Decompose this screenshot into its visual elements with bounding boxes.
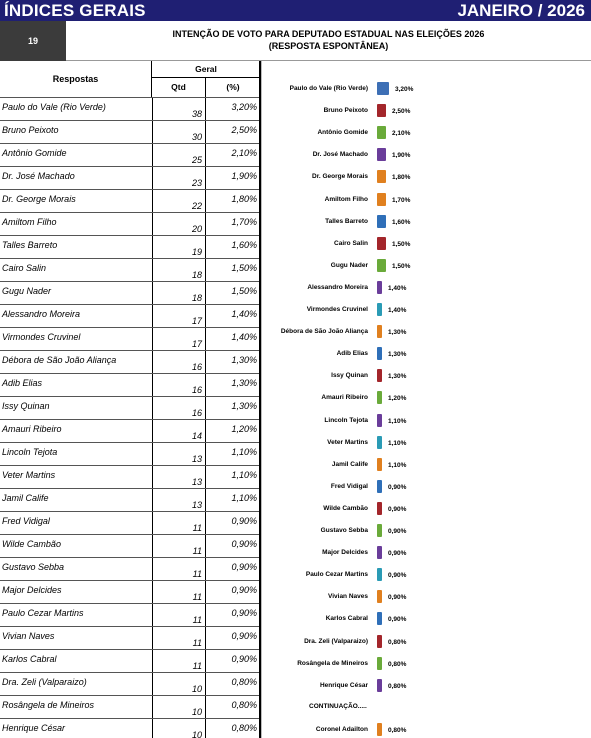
pct-cell: 0,90% xyxy=(231,516,257,526)
bar-value-label: 0,90% xyxy=(388,550,407,558)
bar xyxy=(377,590,382,603)
pct-cell: 1,40% xyxy=(231,332,257,342)
table-row xyxy=(0,488,261,511)
pct-cell: 0,90% xyxy=(231,539,257,549)
bar-value-label: 0,90% xyxy=(388,616,407,624)
bar xyxy=(377,657,382,670)
column-header-respostas: Respostas xyxy=(0,61,152,97)
qtd-cell: 16 xyxy=(152,351,206,373)
bar-value-label: 0,80% xyxy=(388,726,407,734)
pct-cell: 0,80% xyxy=(231,677,257,687)
table-row xyxy=(0,649,261,672)
pct-cell: 1,80% xyxy=(231,194,257,204)
table-row xyxy=(0,143,261,166)
respondent-name: Adib Elias xyxy=(2,378,43,388)
qtd-cell: 19 xyxy=(152,236,206,258)
table-row xyxy=(0,327,261,350)
bar xyxy=(377,126,386,139)
bar xyxy=(377,524,382,537)
bar-value-label: 1,30% xyxy=(388,329,407,337)
bar-chart xyxy=(261,61,591,738)
respondent-name: Issy Quinan xyxy=(2,401,50,411)
respondent-name: Vivian Naves xyxy=(2,631,55,641)
qtd-cell: 10 xyxy=(152,696,206,718)
bar xyxy=(377,82,389,95)
respondent-name: Alessandro Moreira xyxy=(2,309,81,319)
bar xyxy=(377,502,382,515)
pct-cell: 2,10% xyxy=(231,148,257,158)
bar-label: Amiltom Filho xyxy=(324,195,368,203)
bar-value-label: 0,90% xyxy=(388,483,407,491)
pct-cell: 1,40% xyxy=(231,309,257,319)
qtd-cell: 11 xyxy=(152,535,206,557)
column-header-qtd: Qtd xyxy=(152,78,206,97)
table-row xyxy=(0,396,261,419)
respondent-name: Paulo Cezar Martins xyxy=(2,608,84,618)
bar-value-label: 0,80% xyxy=(388,638,407,646)
table-row xyxy=(0,258,261,281)
bar-label: Virmondes Cruvinel xyxy=(306,306,368,313)
table-row xyxy=(0,97,261,120)
respondent-name: Major Delcides xyxy=(2,585,62,595)
bar-value-label: 3,20% xyxy=(395,86,414,93)
bar-label: Bruno Peixoto xyxy=(323,107,368,115)
bar xyxy=(377,369,382,382)
bar-value-label: 0,80% xyxy=(388,660,407,668)
table-row xyxy=(0,534,261,557)
bar-label: Major Delcides xyxy=(322,549,368,557)
pct-cell: 0,80% xyxy=(231,700,257,710)
pct-cell: 1,90% xyxy=(231,171,257,181)
bar-value-label: 0,90% xyxy=(388,505,407,513)
respondent-name: Veter Martins xyxy=(2,470,56,480)
pct-cell: 0,90% xyxy=(231,585,257,595)
bar xyxy=(377,391,382,404)
bar xyxy=(377,347,382,360)
respondent-name: Amauri Ribeiro xyxy=(2,424,62,434)
bar-label: Veter Martins xyxy=(327,438,368,446)
bar-label: Antônio Gomide xyxy=(317,129,368,137)
table-row xyxy=(0,120,261,143)
qtd-cell: 16 xyxy=(152,374,206,396)
bar-label: Vivian Naves xyxy=(328,593,368,601)
qtd-cell: 30 xyxy=(152,121,206,143)
table-row xyxy=(0,281,261,304)
pct-cell: 1,50% xyxy=(231,286,257,296)
bar xyxy=(377,436,382,449)
table-body xyxy=(0,97,261,738)
bar xyxy=(377,303,382,316)
table-row xyxy=(0,373,261,396)
pct-cell: 1,10% xyxy=(231,447,257,457)
bar xyxy=(377,546,382,559)
bar xyxy=(377,148,386,161)
bar xyxy=(377,281,382,294)
bar-value-label: 1,10% xyxy=(388,439,407,447)
qtd-cell: 25 xyxy=(152,144,206,166)
respondent-name: Cairo Salin xyxy=(2,263,47,273)
respondent-name: Lincoln Tejota xyxy=(2,447,58,457)
bar-value-label: 1,40% xyxy=(388,284,407,292)
bar xyxy=(377,480,382,493)
table-row xyxy=(0,350,261,373)
table-row xyxy=(0,557,261,580)
bar-label: Cairo Salin xyxy=(334,239,368,247)
table-row xyxy=(0,626,261,649)
bar-label: Dr. George Morais xyxy=(312,173,368,181)
respondent-name: Débora de São João Aliança xyxy=(2,355,117,365)
question-title-line1: INTENÇÃO DE VOTO PARA DEPUTADO ESTADUAL NAS ELEIÇÕES 2026 xyxy=(172,29,485,39)
continuation-label: CONTINUAÇÃO..... xyxy=(309,702,367,710)
bar xyxy=(377,458,382,471)
qtd-cell: 17 xyxy=(152,305,206,327)
table-row xyxy=(0,695,261,718)
pct-cell: 1,30% xyxy=(231,401,257,411)
bar-label: Gugu Nader xyxy=(330,261,368,269)
bar xyxy=(377,723,382,736)
bar-value-label: 1,60% xyxy=(392,218,411,226)
bar-label: Talles Barreto xyxy=(325,217,368,225)
bar-label: Issy Quinan xyxy=(331,372,368,380)
qtd-cell: 10 xyxy=(152,673,206,695)
pct-cell: 0,90% xyxy=(231,631,257,641)
bar-label: Henrique César xyxy=(319,681,368,689)
bar-value-label: 1,70% xyxy=(392,196,411,204)
bar xyxy=(377,679,382,692)
bar-label: Paulo Cezar Martins xyxy=(305,571,368,579)
bar xyxy=(377,237,386,250)
pct-cell: 0,90% xyxy=(231,608,257,618)
respondent-name: Bruno Peixoto xyxy=(2,125,59,135)
bar-value-label: 1,10% xyxy=(388,417,407,425)
bar-label: Coronel Adailton xyxy=(315,725,368,733)
qtd-cell: 38 xyxy=(152,98,206,120)
bar xyxy=(377,215,386,228)
bar-label: Débora de São João Aliança xyxy=(280,328,368,336)
respondent-name: Virmondes Cruvinel xyxy=(2,332,81,342)
top-banner xyxy=(0,0,591,21)
table-row xyxy=(0,212,261,235)
bar-value-label: 1,50% xyxy=(392,240,411,248)
table-row xyxy=(0,580,261,603)
bar xyxy=(377,193,386,206)
qtd-cell: 16 xyxy=(152,397,206,419)
period-label: JANEIRO / 2026 xyxy=(457,1,585,20)
respondent-name: Jamil Calife xyxy=(2,493,49,503)
table-row xyxy=(0,166,261,189)
respondent-name: Fred Vidigal xyxy=(2,516,50,526)
bar-label: Dra. Zeli (Valparaizo) xyxy=(304,637,368,645)
qtd-cell: 14 xyxy=(152,420,206,442)
table-row xyxy=(0,442,261,465)
pct-cell: 2,50% xyxy=(231,125,257,135)
bar-label: Wilde Cambão xyxy=(323,504,368,512)
table-row xyxy=(0,465,261,488)
table-row xyxy=(0,718,261,738)
results-table xyxy=(0,61,261,738)
bar xyxy=(377,612,382,625)
qtd-cell: 18 xyxy=(152,259,206,281)
respondent-name: Wilde Cambão xyxy=(2,539,61,549)
table-header xyxy=(0,61,261,97)
bar-value-label: 2,10% xyxy=(392,130,411,138)
qtd-cell: 17 xyxy=(152,328,206,350)
pct-cell: 1,30% xyxy=(231,378,257,388)
bar-value-label: 1,30% xyxy=(388,351,407,359)
qtd-cell: 22 xyxy=(152,190,206,212)
table-row xyxy=(0,603,261,626)
pct-cell: 0,90% xyxy=(231,654,257,664)
qtd-cell: 11 xyxy=(152,650,206,672)
respondent-name: Gustavo Sebba xyxy=(2,562,65,572)
respondent-name: Amiltom Filho xyxy=(2,217,57,227)
bar-value-label: 0,90% xyxy=(388,528,407,535)
table-row xyxy=(0,304,261,327)
qtd-cell: 10 xyxy=(152,719,206,738)
qtd-cell: 20 xyxy=(152,213,206,235)
respondent-name: Talles Barreto xyxy=(2,240,58,250)
bar-label: Adib Elias xyxy=(336,350,368,358)
respondent-name: Paulo do Vale (Rio Verde) xyxy=(2,102,106,112)
question-number: 19 xyxy=(0,21,66,61)
bar-value-label: 0,90% xyxy=(388,572,407,580)
bar-value-label: 1,10% xyxy=(388,461,407,469)
pct-cell: 1,20% xyxy=(231,424,257,434)
respondent-name: Dra. Zeli (Valparaizo) xyxy=(2,677,87,687)
bar-value-label: 1,50% xyxy=(392,262,411,270)
pct-cell: 1,30% xyxy=(231,355,257,365)
table-row xyxy=(0,235,261,258)
respondent-name: Dr. George Morais xyxy=(2,194,76,204)
bar xyxy=(377,104,386,117)
table-row xyxy=(0,419,261,442)
table-row xyxy=(0,511,261,534)
bar-value-label: 1,90% xyxy=(392,152,411,160)
bar-value-label: 1,30% xyxy=(388,373,407,381)
bar-label: Lincoln Tejota xyxy=(324,416,368,424)
bar-value-label: 1,20% xyxy=(388,395,407,403)
bar-label: Gustavo Sebba xyxy=(320,527,368,534)
bar-label: Paulo do Vale (Rio Verde) xyxy=(289,85,368,92)
respondent-name: Karlos Cabral xyxy=(2,654,57,664)
bar-label: Rosângela de Mineiros xyxy=(297,659,368,667)
bar-label: Jamil Calife xyxy=(331,460,368,468)
pct-cell: 3,20% xyxy=(231,102,257,112)
bar-value-label: 0,90% xyxy=(388,594,407,602)
bar xyxy=(377,414,382,427)
qtd-cell: 11 xyxy=(152,581,206,603)
qtd-cell: 23 xyxy=(152,167,206,189)
qtd-cell: 13 xyxy=(152,489,206,511)
respondent-name: Henrique César xyxy=(2,723,66,733)
question-title xyxy=(66,21,591,61)
question-header xyxy=(0,21,591,61)
column-header-pct: (%) xyxy=(226,82,240,92)
respondent-name: Antônio Gomide xyxy=(2,148,67,158)
bar-value-label: 1,80% xyxy=(392,174,411,182)
page-title: ÍNDICES GERAIS xyxy=(4,1,146,20)
pct-cell: 1,10% xyxy=(231,470,257,480)
qtd-cell: 11 xyxy=(152,558,206,580)
bar-value-label: 1,40% xyxy=(388,307,407,314)
bar-label: Karlos Cabral xyxy=(325,615,368,623)
pct-cell: 1,50% xyxy=(231,263,257,273)
bar-label: Dr. José Machado xyxy=(312,151,368,159)
question-title-line2: (RESPOSTA ESPONTÂNEA) xyxy=(268,41,389,51)
qtd-cell: 13 xyxy=(152,443,206,465)
bar-label: Fred Vidigal xyxy=(330,482,368,490)
bar xyxy=(377,325,382,338)
bar-label: Alessandro Moreira xyxy=(307,283,368,291)
pct-cell: 0,90% xyxy=(231,562,257,572)
pct-cell: 1,10% xyxy=(231,493,257,503)
bar-label: Amauri Ribeiro xyxy=(321,394,368,402)
bar xyxy=(377,568,382,581)
bar xyxy=(377,635,382,648)
column-header-geral: Geral xyxy=(152,61,260,78)
respondent-name: Dr. José Machado xyxy=(2,171,75,181)
pct-cell: 1,60% xyxy=(231,240,257,250)
bar xyxy=(377,170,386,183)
respondent-name: Gugu Nader xyxy=(2,286,52,296)
pct-cell: 1,70% xyxy=(231,217,257,227)
qtd-cell: 18 xyxy=(152,282,206,304)
qtd-cell: 11 xyxy=(152,627,206,649)
respondent-name: Rosângela de Mineiros xyxy=(2,700,95,710)
bar-value-label: 2,50% xyxy=(392,108,411,116)
bar xyxy=(377,259,386,272)
table-row xyxy=(0,672,261,695)
pct-cell: 0,80% xyxy=(231,723,257,733)
qtd-cell: 11 xyxy=(152,604,206,626)
bar-value-label: 0,80% xyxy=(388,682,407,690)
table-row xyxy=(0,189,261,212)
qtd-cell: 11 xyxy=(152,512,206,534)
qtd-cell: 13 xyxy=(152,466,206,488)
